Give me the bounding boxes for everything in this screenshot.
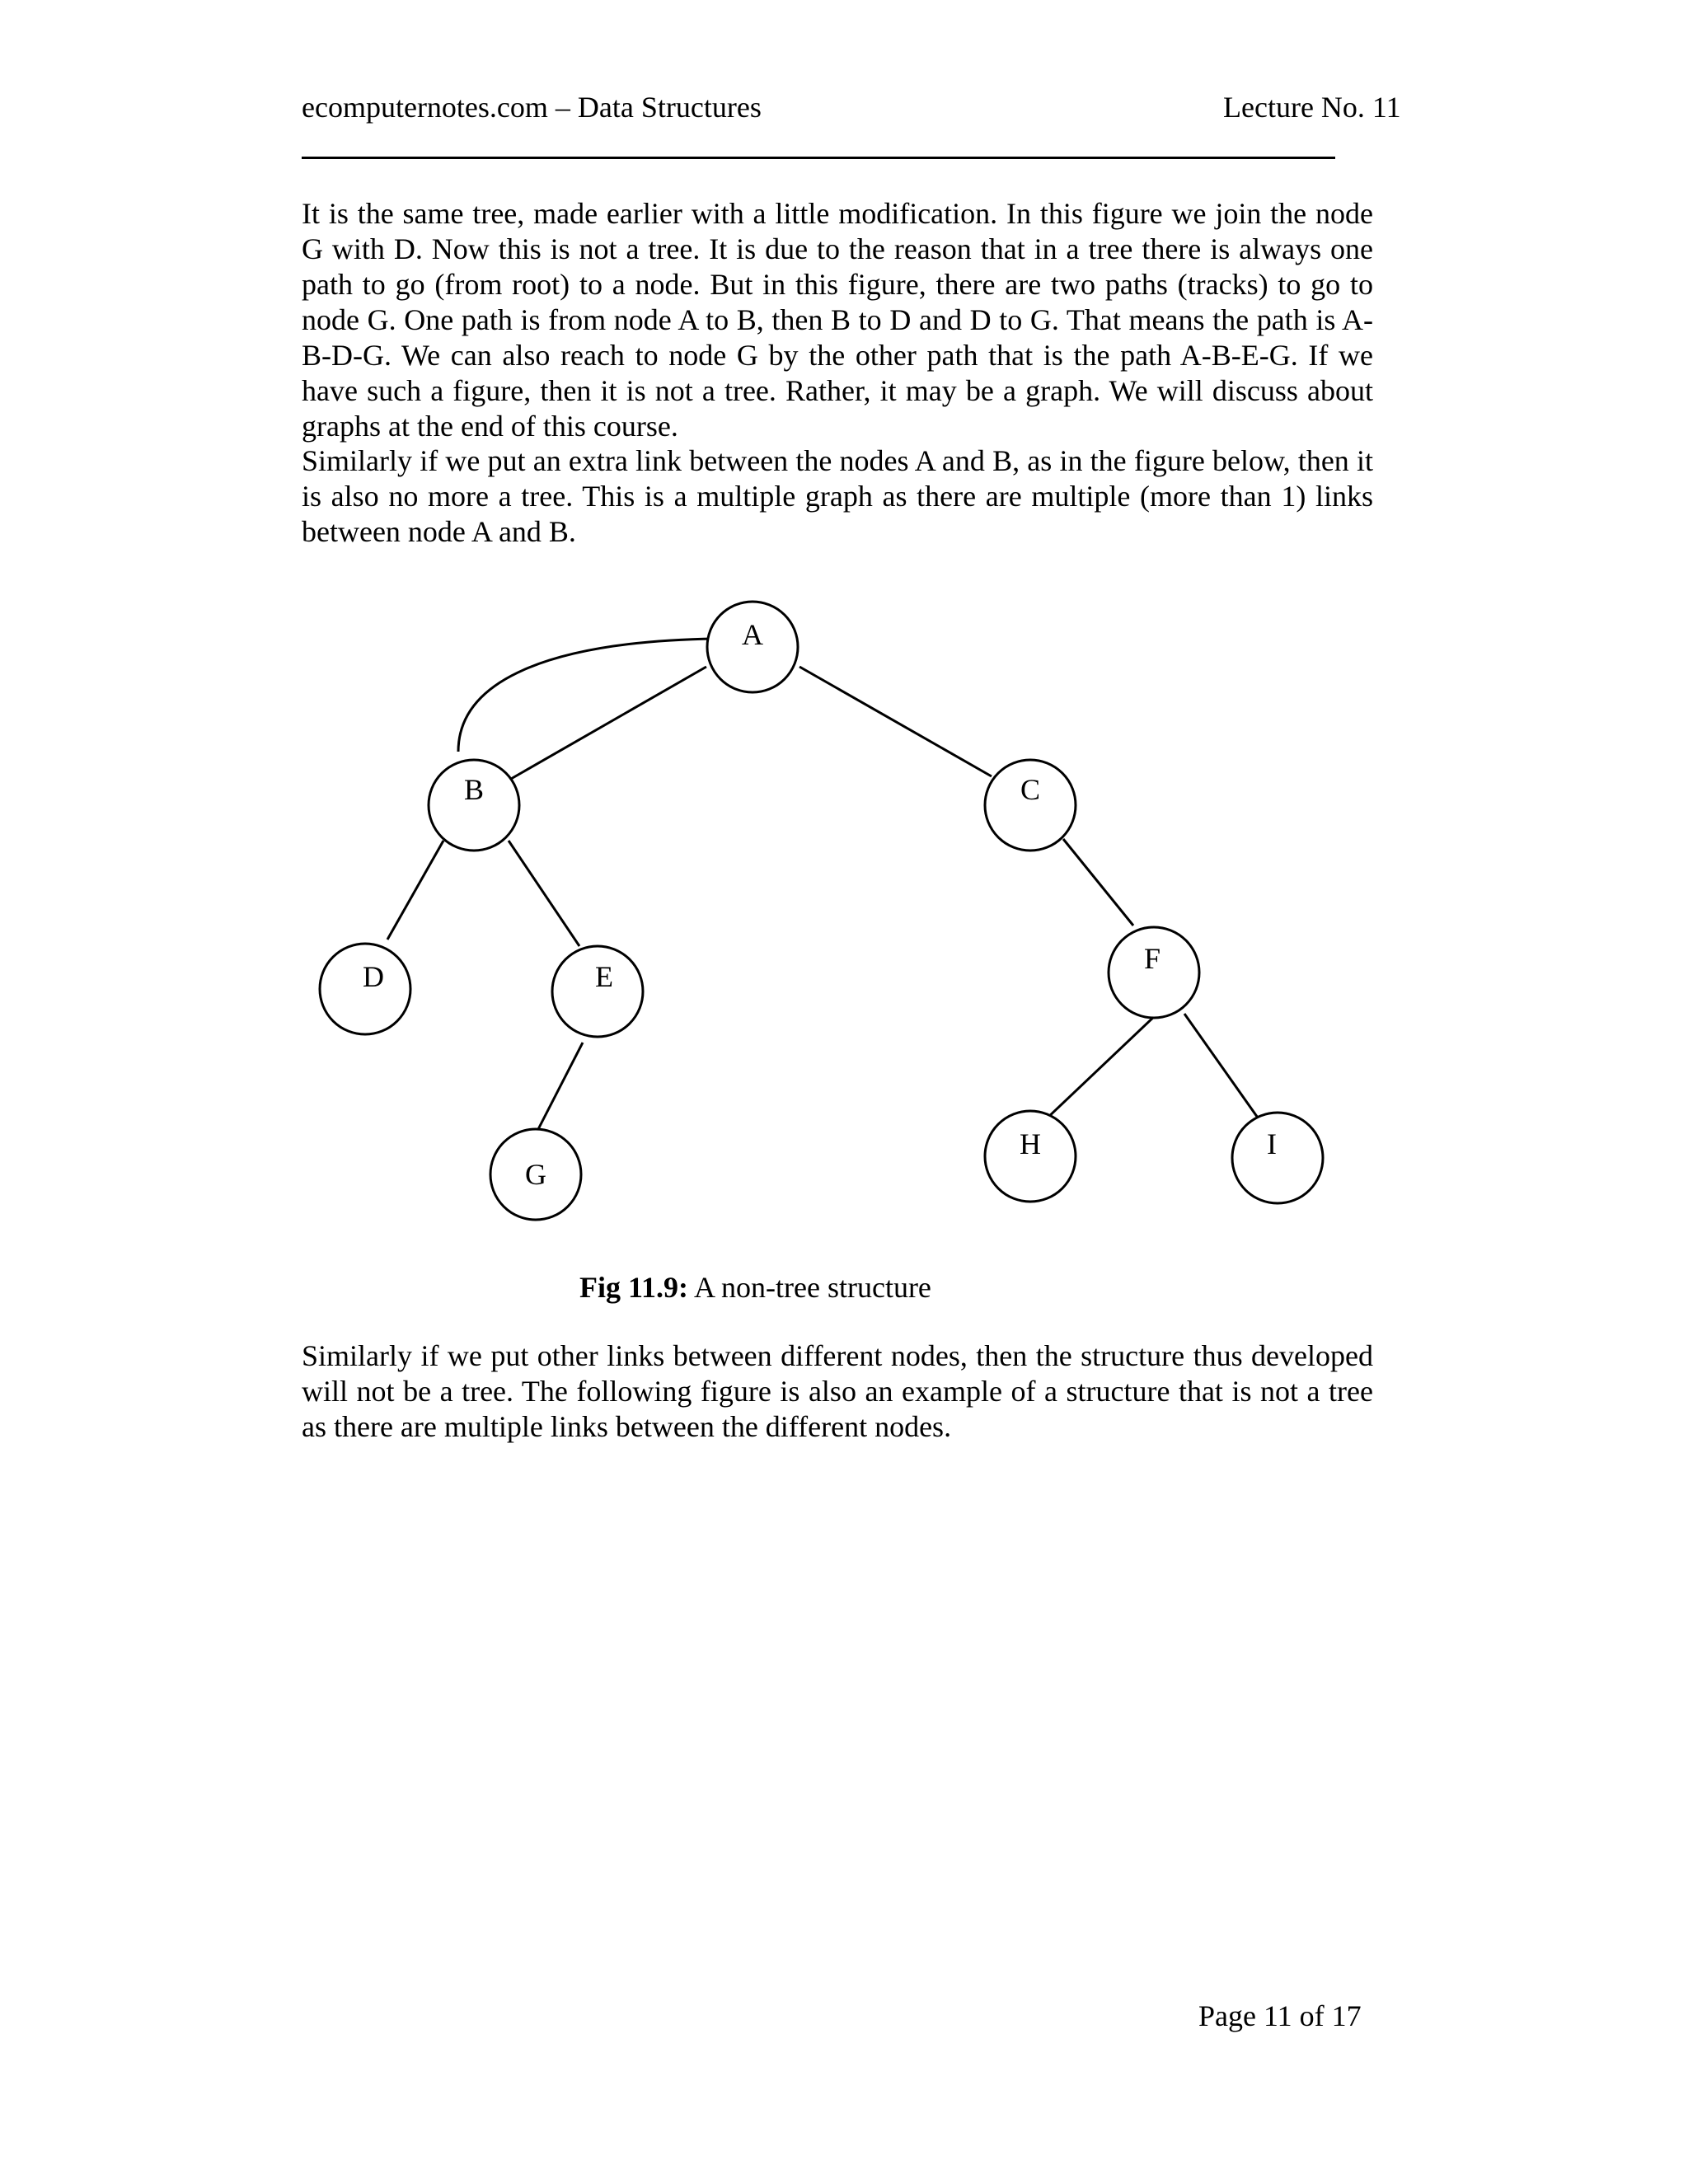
body-paragraph-2: Similarly if we put an extra link between the nodes A and B, as in the figure below, then it is also no more a tree. This is a multiple graph as there are multiple (more than 1) links between node A and B. xyxy=(302,444,1373,548)
edge-c-f xyxy=(1063,839,1133,926)
edge-f-i xyxy=(1184,1014,1259,1120)
edge-b-d xyxy=(387,841,443,940)
node-e-label: E xyxy=(595,960,613,993)
edge-f-h xyxy=(1045,1014,1157,1120)
figure-caption xyxy=(579,1269,931,1305)
node-g-label: G xyxy=(525,1158,546,1191)
body-paragraph-3: Similarly if we put other links between different nodes, then the structure thus developed will not be a tree. The following figure is also an example of a structure that is not a tree as there are multiple links between the different nodes. xyxy=(302,1339,1373,1443)
edge-a-b xyxy=(511,667,706,779)
lecture-number: Lecture No. 11 xyxy=(1223,91,1401,124)
node-b-label: B xyxy=(463,773,485,806)
node-c-label: C xyxy=(1020,773,1041,806)
node-i-label: I xyxy=(1267,1127,1277,1160)
node-d-label: D xyxy=(363,960,384,993)
page-number: Page 11 of 17 xyxy=(1198,1999,1362,2032)
edge-b-e xyxy=(509,841,579,946)
body-paragraph-1: It is the same tree, made earlier with a little modification. In this figure we join the node G with D. Now this is not a tree. It is due to the reason that in a tree there is always one path to go (from root) to a node. But in this figure, there are two paths (tracks) to go to node G. One path is from node A to B, then B to D and D to G. That means the path is A-B-D-G. We can also reach to node G by the other path that is the path A-B-E-G. If we have such a figure, then it is not a tree. Rather, it may be a graph. We will discuss about graphs at the end of this course. xyxy=(302,197,1373,443)
node-f-label: F xyxy=(1143,942,1161,975)
figure-caption-label: Fig 11.9: xyxy=(579,1271,688,1304)
edge-a-c xyxy=(799,667,992,776)
figure-caption-text: A non-tree structure xyxy=(688,1271,931,1304)
edge-e-g xyxy=(536,1043,583,1134)
node-h-label: H xyxy=(1020,1127,1041,1160)
node-a-label: A xyxy=(742,618,763,651)
node-i-circle xyxy=(1232,1113,1323,1203)
header-title: ecomputernotes.com – Data Structures xyxy=(302,91,762,124)
